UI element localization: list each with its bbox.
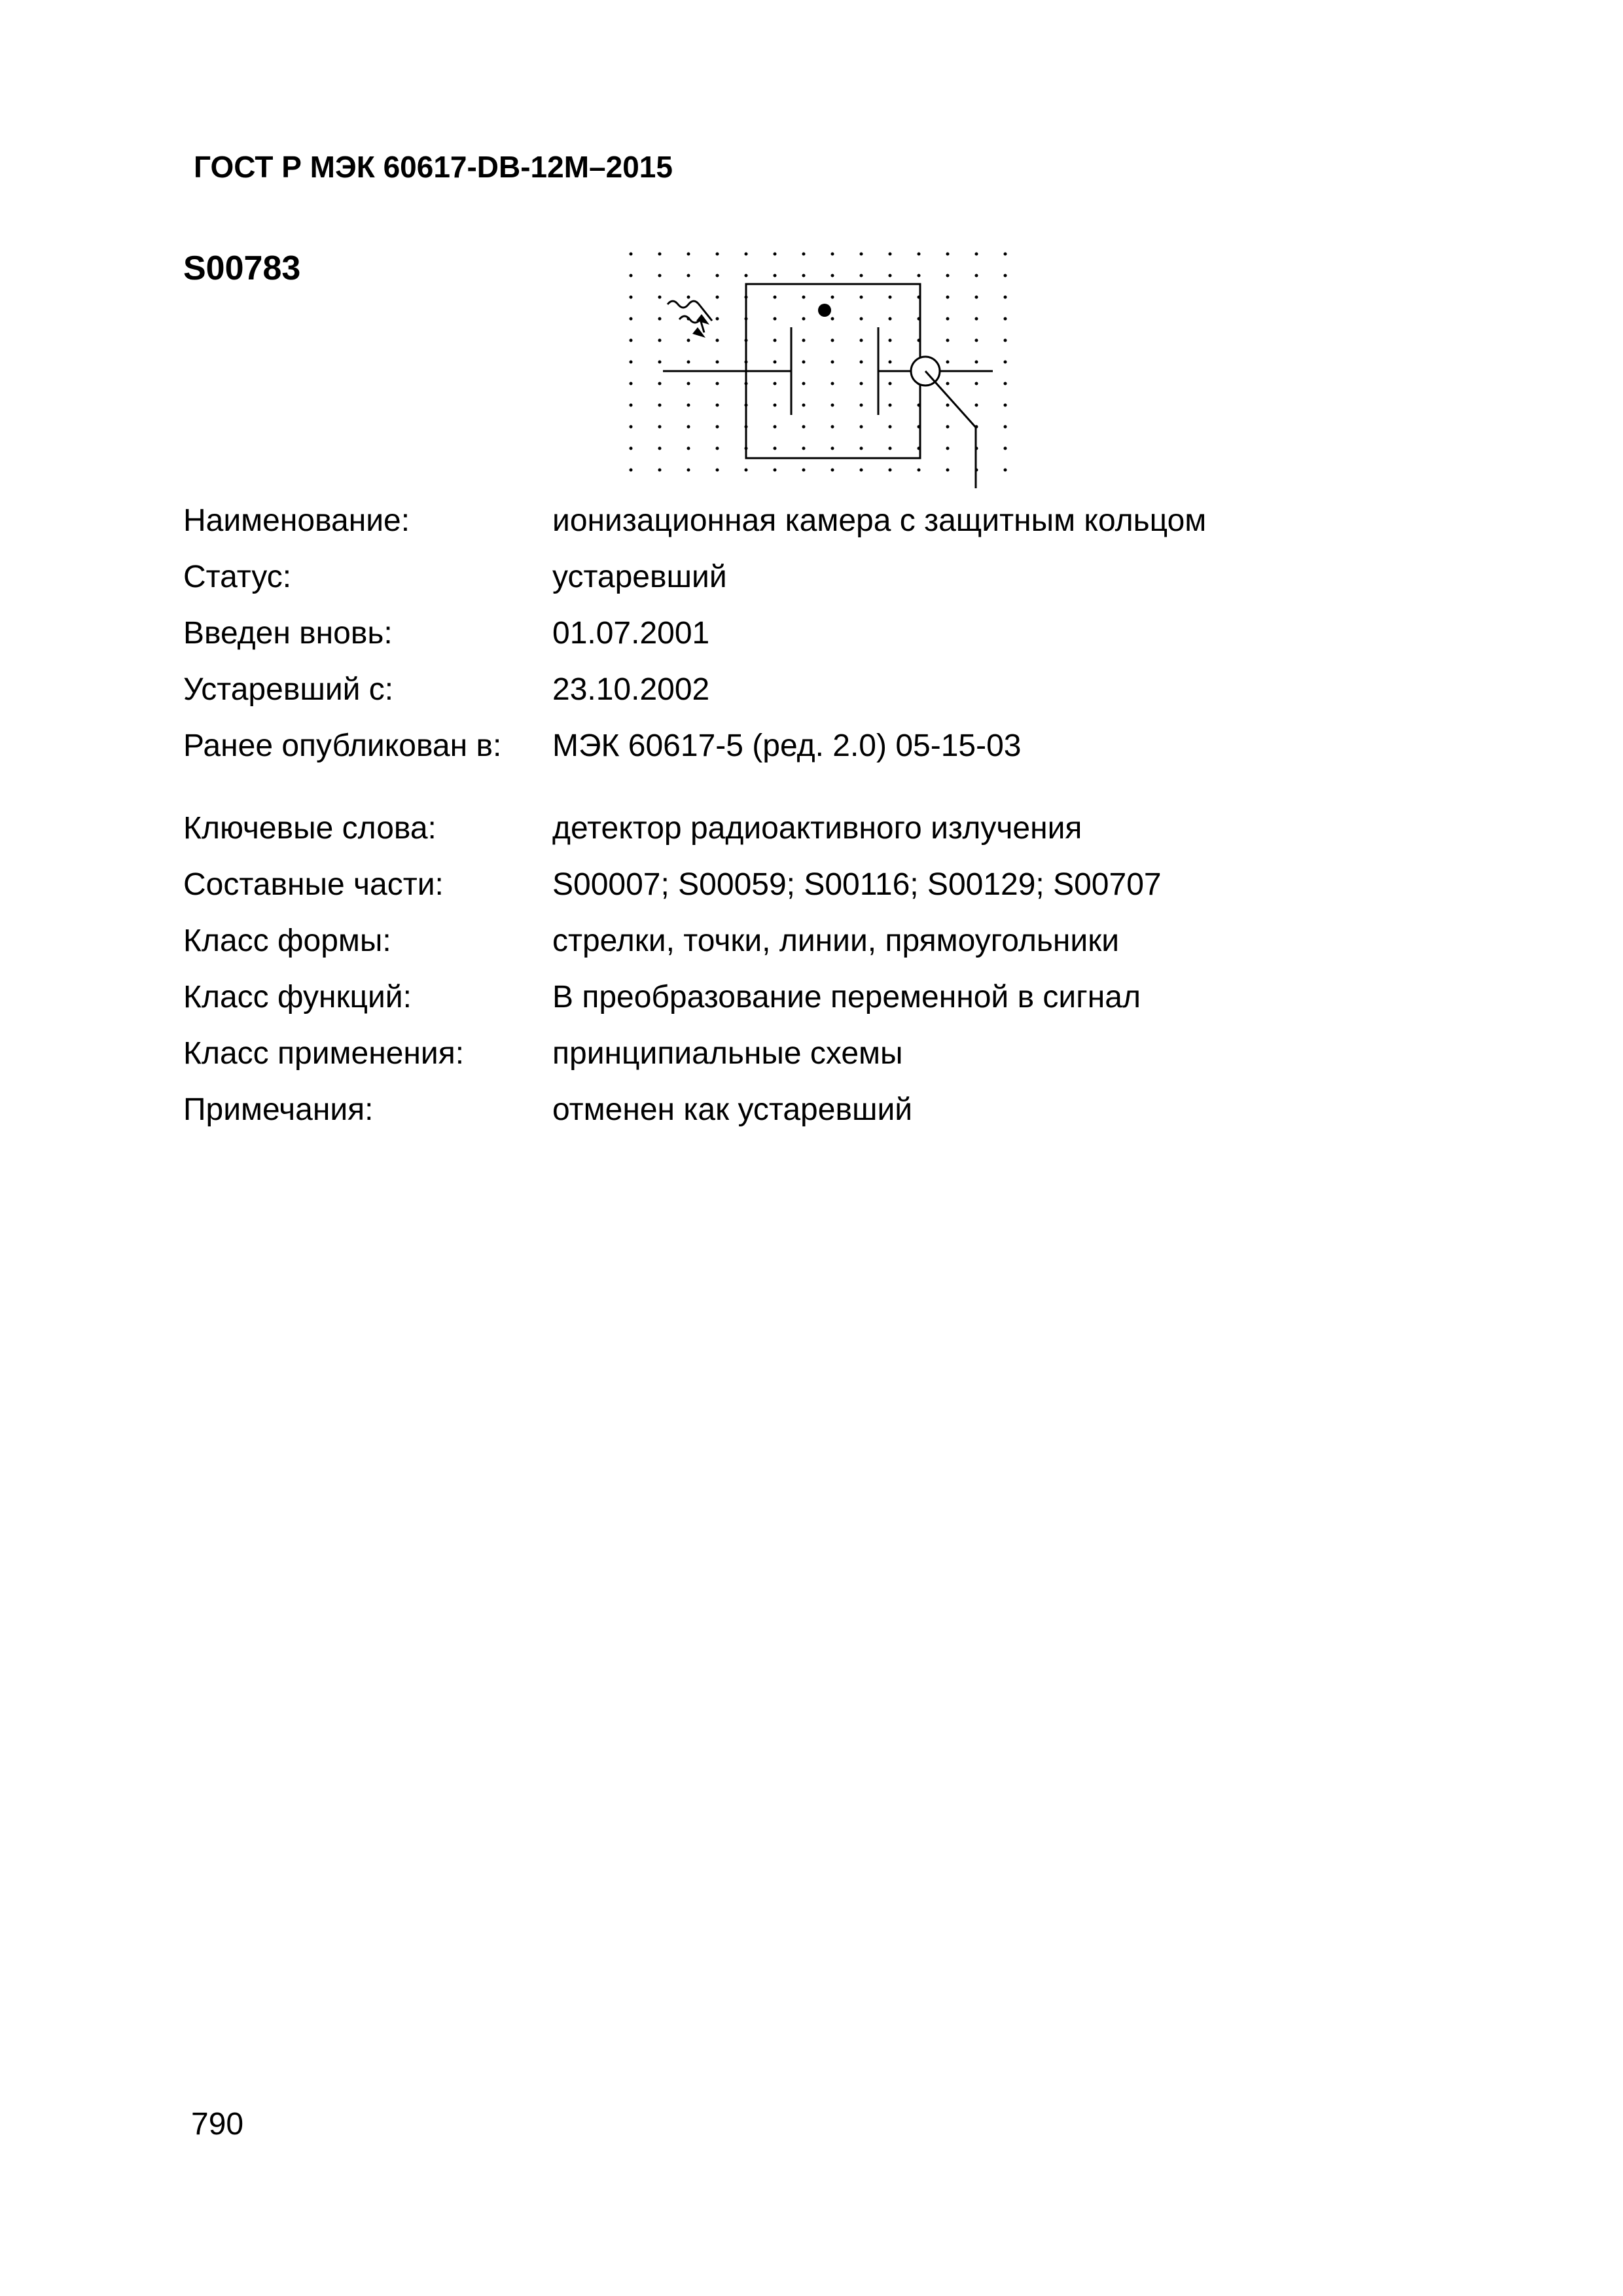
attribute-row	[183, 1038, 1427, 1084]
grid-dot	[802, 253, 806, 256]
grid-dot	[658, 404, 662, 407]
grid-dot	[975, 296, 978, 299]
grid-dots	[630, 253, 1007, 472]
grid-dot	[802, 361, 806, 364]
attribute-value: 23.10.2002	[552, 672, 710, 707]
gas-dot	[818, 304, 831, 317]
grid-dot	[860, 469, 863, 472]
grid-dot	[658, 361, 662, 364]
grid-dot	[802, 317, 806, 321]
grid-dot	[946, 253, 950, 256]
attribute-row	[183, 813, 1427, 859]
page-number: 790	[191, 2107, 244, 2142]
grid-dot	[802, 274, 806, 278]
grid-dot	[889, 296, 892, 299]
grid-dot	[1004, 361, 1007, 364]
grid-dot	[918, 253, 921, 256]
grid-dot	[1004, 296, 1007, 299]
grid-dot	[831, 296, 834, 299]
grid-dot	[889, 317, 892, 321]
grid-dot	[831, 404, 834, 407]
grid-dot	[889, 447, 892, 450]
grid-dot	[630, 382, 633, 386]
grid-dot	[946, 404, 950, 407]
grid-dot	[1004, 253, 1007, 256]
grid-dot	[658, 274, 662, 278]
grid-dot	[687, 339, 690, 342]
grid-dot	[889, 253, 892, 256]
grid-dot	[687, 404, 690, 407]
grid-dot	[745, 274, 748, 278]
grid-dot	[687, 447, 690, 450]
grid-dot	[774, 382, 777, 386]
grid-dot	[946, 447, 950, 450]
grid-dot	[774, 253, 777, 256]
attribute-label: Класс формы:	[183, 924, 391, 958]
grid-dot	[975, 253, 978, 256]
grid-dot	[630, 361, 633, 364]
grid-dot	[716, 253, 719, 256]
attribute-label: Введен вновь:	[183, 616, 393, 651]
grid-dot	[802, 469, 806, 472]
grid-dot	[831, 425, 834, 429]
grid-dot	[946, 339, 950, 342]
grid-dot	[1004, 447, 1007, 450]
grid-dot	[687, 274, 690, 278]
grid-dot	[774, 296, 777, 299]
grid-dot	[716, 425, 719, 429]
attribute-label: Ключевые слова:	[183, 811, 437, 846]
grid-dot	[946, 469, 950, 472]
grid-dot	[630, 296, 633, 299]
grid-dot	[918, 274, 921, 278]
grid-dot	[831, 382, 834, 386]
attribute-label: Класс функций:	[183, 980, 412, 1014]
attribute-row	[183, 674, 1427, 720]
grid-dot	[658, 296, 662, 299]
grid-dot	[774, 339, 777, 342]
grid-dot	[860, 404, 863, 407]
attribute-label: Класс применения:	[183, 1036, 465, 1071]
grid-dot	[946, 296, 950, 299]
grid-dot	[831, 361, 834, 364]
grid-dot	[975, 361, 978, 364]
grid-dot	[716, 404, 719, 407]
attribute-row	[183, 869, 1427, 915]
grid-dot	[774, 447, 777, 450]
grid-dot	[831, 317, 834, 321]
grid-dot	[630, 274, 633, 278]
grid-dot	[630, 404, 633, 407]
grid-dot	[889, 425, 892, 429]
grid-dot	[802, 339, 806, 342]
attribute-label: Составные части:	[183, 867, 444, 902]
grid-dot	[802, 404, 806, 407]
grid-dot	[889, 469, 892, 472]
grid-dot	[889, 361, 892, 364]
grid-dot	[860, 296, 863, 299]
grid-dot	[975, 339, 978, 342]
grid-dot	[687, 425, 690, 429]
grid-dot	[687, 382, 690, 386]
attribute-label: Устаревший с:	[183, 672, 394, 707]
document-header: ГОСТ Р МЭК 60617-DB-12M–2015	[194, 150, 673, 184]
grid-dot	[658, 382, 662, 386]
grid-dot	[975, 274, 978, 278]
grid-dot	[860, 253, 863, 256]
grid-dot	[1004, 317, 1007, 321]
grid-dot	[774, 425, 777, 429]
grid-dot	[918, 469, 921, 472]
grid-dot	[946, 274, 950, 278]
grid-dot	[889, 404, 892, 407]
grid-dot	[716, 447, 719, 450]
grid-dot	[889, 382, 892, 386]
grid-dot	[860, 274, 863, 278]
grid-dot	[774, 469, 777, 472]
grid-dot	[946, 425, 950, 429]
grid-dot	[860, 425, 863, 429]
attribute-value: отменен как устаревший	[552, 1092, 913, 1127]
grid-dot	[831, 253, 834, 256]
grid-dot	[860, 361, 863, 364]
grid-dot	[687, 469, 690, 472]
attribute-value: S00007; S00059; S00116; S00129; S00707	[552, 867, 1162, 902]
grid-dot	[802, 382, 806, 386]
attribute-row	[183, 925, 1427, 971]
ionization-chamber-symbol	[628, 249, 1021, 497]
grid-dot	[716, 296, 719, 299]
grid-dot	[860, 317, 863, 321]
grid-dot	[716, 469, 719, 472]
grid-dot	[658, 339, 662, 342]
grid-dot	[630, 447, 633, 450]
grid-dot	[658, 447, 662, 450]
attribute-row	[183, 982, 1427, 1028]
grid-dot	[774, 317, 777, 321]
grid-dot	[716, 339, 719, 342]
grid-dot	[831, 469, 834, 472]
attribute-value: 01.07.2001	[552, 616, 710, 651]
grid-dot	[774, 404, 777, 407]
grid-dot	[658, 425, 662, 429]
grid-dot	[1004, 274, 1007, 278]
attribute-value: ионизационная камера с защитным кольцом	[552, 503, 1207, 538]
attribute-row	[183, 618, 1427, 664]
symbol-id: S00783	[183, 249, 301, 287]
grid-dot	[802, 425, 806, 429]
grid-dot	[630, 253, 633, 256]
grid-dot	[860, 447, 863, 450]
grid-dot	[1004, 469, 1007, 472]
grid-dot	[687, 296, 690, 299]
grid-dot	[946, 361, 950, 364]
grid-dot	[716, 274, 719, 278]
grid-dot	[802, 296, 806, 299]
grid-dot	[716, 382, 719, 386]
grid-dot	[745, 469, 748, 472]
grid-dot	[946, 382, 950, 386]
grid-dot	[658, 253, 662, 256]
grid-dot	[975, 404, 978, 407]
attribute-label: Наименование:	[183, 503, 410, 538]
grid-dot	[774, 361, 777, 364]
guard-ring-lead-diagonal	[925, 371, 976, 427]
grid-dot	[630, 469, 633, 472]
attribute-value: В преобразование переменной в сигнал	[552, 980, 1141, 1014]
grid-dot	[687, 253, 690, 256]
grid-dot	[860, 382, 863, 386]
grid-dot	[658, 317, 662, 321]
grid-dot	[630, 425, 633, 429]
grid-dot	[1004, 404, 1007, 407]
grid-dot	[1004, 339, 1007, 342]
grid-dot	[716, 317, 719, 321]
grid-dot	[975, 382, 978, 386]
grid-dot	[831, 447, 834, 450]
attribute-value: детектор радиоактивного излучения	[552, 811, 1082, 846]
symbol-diagram	[628, 249, 1021, 497]
grid-dot	[1004, 425, 1007, 429]
attribute-row	[183, 562, 1427, 607]
grid-dot	[831, 274, 834, 278]
attribute-row	[183, 505, 1427, 551]
grid-dot	[630, 317, 633, 321]
attribute-label: Статус:	[183, 560, 292, 594]
grid-dot	[745, 253, 748, 256]
grid-dot	[1004, 382, 1007, 386]
attribute-value: стрелки, точки, линии, прямоугольники	[552, 924, 1120, 958]
grid-dot	[687, 361, 690, 364]
attribute-row	[183, 1094, 1427, 1140]
grid-dot	[658, 469, 662, 472]
grid-dot	[889, 339, 892, 342]
grid-dot	[946, 317, 950, 321]
grid-dot	[716, 361, 719, 364]
grid-dot	[630, 339, 633, 342]
attribute-value: устаревший	[552, 560, 727, 594]
attribute-label: Ранее опубликован в:	[183, 728, 502, 763]
grid-dot	[831, 339, 834, 342]
grid-dot	[889, 274, 892, 278]
attribute-row	[183, 730, 1427, 776]
grid-dot	[860, 339, 863, 342]
grid-dot	[975, 317, 978, 321]
grid-dot	[802, 447, 806, 450]
attribute-value: принципиальные схемы	[552, 1036, 903, 1071]
attribute-label: Примечания:	[183, 1092, 374, 1127]
grid-dot	[774, 274, 777, 278]
attribute-value: МЭК 60617-5 (ред. 2.0) 05-15-03	[552, 728, 1022, 763]
